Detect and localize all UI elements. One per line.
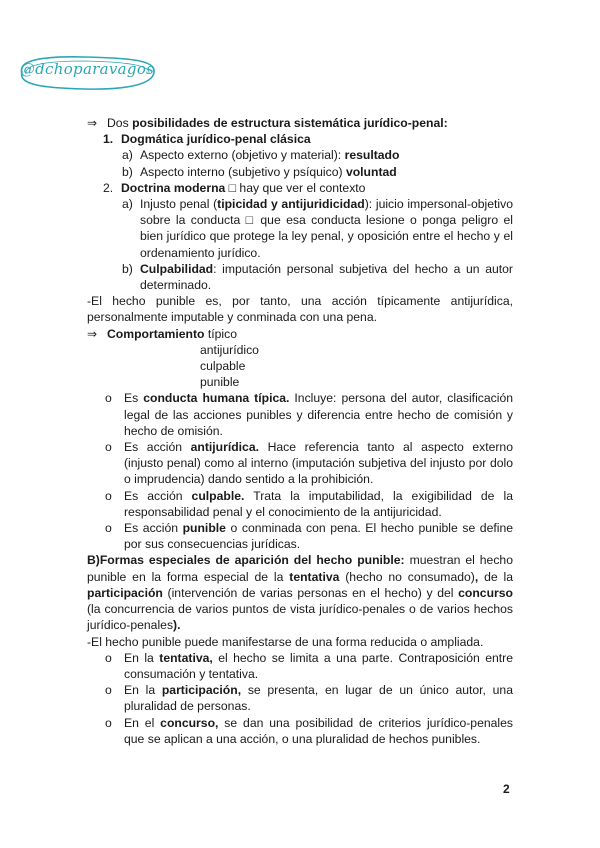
page-number: 2 [503, 782, 510, 796]
list-item: o Es acción antijurídica. Hace referencia tanto al aspecto externo (injusto penal) como al interno (imputación subjetiva del injusto por dolo o imprudencia) dando sentido a la prohibición. [105, 440, 513, 487]
list-item: 1. Dogmática jurídico-penal clásica [103, 132, 311, 147]
stacked-term: punible [200, 375, 240, 390]
paragraph: -El hecho punible es, por tanto, una acción típicamente antijurídica, personalmente imputable y conminada con una pena. [87, 294, 513, 325]
document-body [87, 115, 513, 747]
bullet-icon: o [105, 440, 112, 455]
paragraph: -El hecho punible puede manifestarse de una forma reducida o ampliada. [87, 634, 484, 649]
section-b-paragraph: B)Formas especiales de aparición del hecho punible: muestran el hecho punible en la forma especial de la tentativa (hecho no consumado), de la participación (intervención de varias personas en el hecho) y del concurso (la concurrencia de varios puntos de vista jurídico-penales o de varios hechos jurídico-penales). [87, 553, 514, 633]
list-item: b) Aspecto interno (subjetivo y psíquico) voluntad [122, 164, 397, 179]
list-item: o En la participación, se presenta, en lugar de un único autor, una pluralidad de personas. [105, 683, 513, 714]
structure-heading: ⇒ Dos posibilidades de estructura sistemática jurídico-penal: [87, 116, 448, 130]
list-item: o Es acción punible o conminada con pena. El hecho punible se define por sus consecuencias jurídicas. [105, 521, 513, 552]
list-item: o En el concurso, se dan una posibilidad de criterios jurídico-penales que se aplican a una acción, o una pluralidad de hechos punibles. [105, 715, 514, 746]
logo-text: @dchoparavagos [19, 60, 155, 78]
comportamiento-line: ⇒ Comportamiento típico [87, 326, 238, 341]
list-item: a) Aspecto externo (objetivo y material): resultado [122, 148, 400, 163]
bullet-icon: o [105, 650, 112, 665]
list-item: o En la tentativa, el hecho se limita a una parte. Contraposición entre consumación y tentativa. [105, 650, 513, 681]
list-item: o Es conducta humana típica. Incluye: persona del autor, clasificación legal de las acciones punibles y diferencia entre hecho de comisión y hecho de omisión. [105, 391, 514, 438]
arrow-icon: ⇒ [87, 116, 98, 130]
bullet-icon: o [105, 521, 112, 536]
bullet-icon: o [105, 391, 112, 406]
list-item: 2. Doctrina moderna □ hay que ver el contexto [103, 180, 366, 195]
bullet-icon: o [105, 715, 112, 730]
bullet-icon: o [105, 683, 112, 698]
stacked-term: culpable [200, 359, 246, 374]
list-item: a) Injusto penal (tipicidad y antijuridicidad): juicio impersonal-objetivo sobre la conducta □ que esa conducta lesione o ponga peligro el bien jurídico que protege la ley penal, y oposición entre el hecho y el ordenamiento jurídico. [122, 197, 514, 260]
stacked-term: antijurídico [200, 342, 259, 357]
list-item: o Es acción culpable. Trata la imputabilidad, la exigibilidad de la responsabilidad penal y el conocimiento de la antijuricidad. [105, 488, 513, 519]
list-item: b) Culpabilidad: imputación personal subjetiva del hecho a un autor determinado. [122, 261, 513, 293]
bullet-icon: o [105, 488, 112, 503]
arrow-icon: ⇒ [87, 326, 98, 341]
